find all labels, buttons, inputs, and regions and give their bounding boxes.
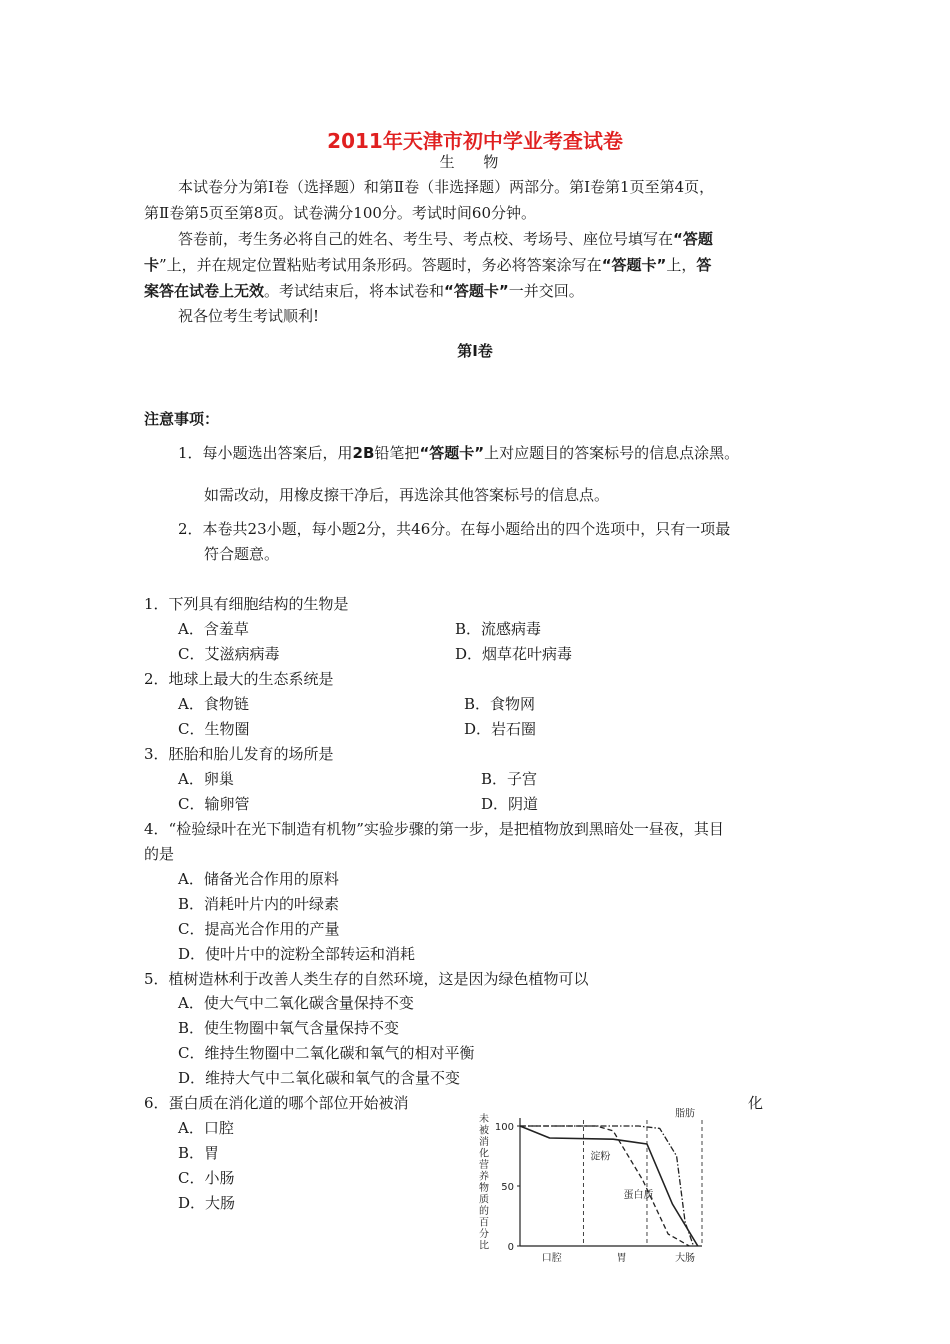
question-6-option-a[interactable]: A．口腔 <box>178 1119 234 1137</box>
intro-p2-bold-a: “答题 <box>673 230 713 248</box>
chart-series-line <box>520 1126 689 1246</box>
intro-p2-bold-f: “答题卡” <box>444 282 509 300</box>
chart-y-tick-label: 0 <box>507 1242 514 1253</box>
question-5-option-c[interactable]: C．维持生物圈中二氧化碳和氧气的相对平衡 <box>178 1044 475 1062</box>
question-1-stem: 1．下列具有细胞结构的生物是 <box>144 595 349 613</box>
chart-y-tick-label: 100 <box>494 1122 514 1133</box>
chart-ylabel-char: 质 <box>479 1194 489 1206</box>
intro-p2-text-c: 上， <box>666 256 697 274</box>
note-1-line2: 如需改动，用橡皮擦干净后，再选涂其他答案标号的信息点。 <box>204 486 610 504</box>
notes-heading: 注意事项： <box>144 410 220 428</box>
intro-p2-text-b: ”上，并在规定位置粘贴考试用条形码。答题时，务必将答案涂写在 <box>159 256 602 274</box>
chart-ylabel-char: 消 <box>479 1137 489 1148</box>
intro-p2-text-a: 答卷前，考生务必将自己的姓名、考生号、考点校、考场号、座位号填写在 <box>178 230 674 248</box>
question-1-option-b[interactable]: B．流感病毒 <box>455 620 542 638</box>
question-1-option-c[interactable]: C．艾滋病病毒 <box>178 645 280 663</box>
chart-series-line <box>520 1126 694 1246</box>
question-6-option-d[interactable]: D．大肠 <box>178 1194 236 1212</box>
question-2-option-b[interactable]: B．食物网 <box>464 695 536 713</box>
question-4-option-d[interactable]: D．使叶片中的淀粉全部转运和消耗 <box>178 945 416 963</box>
intro-p2-line1 <box>178 229 713 249</box>
chart-ylabel-char: 百 <box>479 1217 489 1229</box>
intro-p2-bold-c: “答题卡” <box>601 256 667 274</box>
note-2-line1: 2．本卷共23小题，每小题2分，共46分。在每小题给出的四个选项中，只有一项最 <box>178 520 731 538</box>
note-2-line2: 符合题意。 <box>204 545 280 563</box>
question-5-stem: 5．植树造林利于改善人类生存的自然环境，这是因为绿色植物可以 <box>144 970 589 988</box>
note-1-text-a: 1．每小题选出答案后，用 <box>178 444 353 462</box>
chart-x-categories <box>542 1251 695 1264</box>
question-1-option-a[interactable]: A．含羞草 <box>178 620 249 638</box>
note-1-text-b: 铅笔把 <box>374 444 420 462</box>
intro-p2-text-d: 。考试结束后，将本试卷和 <box>264 282 445 300</box>
question-1-option-d[interactable]: D．烟草花叶病毒 <box>455 645 573 663</box>
question-2-option-a[interactable]: A．食物链 <box>178 695 249 713</box>
question-6-option-b[interactable]: B．胃 <box>178 1144 220 1162</box>
chart-x-category-label: 大肠 <box>675 1253 696 1264</box>
intro-p2-line3 <box>144 281 584 301</box>
chart-ylabel-char: 的 <box>479 1206 489 1217</box>
intro-p3: 祝各位考生考试顺利! <box>178 307 320 325</box>
intro-p2-bold-e: 案答在试卷上无效 <box>144 282 265 300</box>
question-5-option-d[interactable]: D．维持大气中二氧化碳和氧气的含量不变 <box>178 1069 461 1087</box>
intro-p2-bold-b: 卡 <box>144 256 160 274</box>
question-5-option-a[interactable]: A．使大气中二氧化碳含量保持不变 <box>178 994 414 1012</box>
chart-x-category-label: 胃 <box>616 1253 627 1264</box>
chart-series-labels <box>590 1108 695 1201</box>
question-3-option-d[interactable]: D．阴道 <box>481 795 539 813</box>
digestion-chart <box>470 1108 740 1268</box>
question-4-stem-line2: 的是 <box>144 845 175 863</box>
chart-ylabel-char: 被 <box>479 1125 489 1137</box>
chart-y-tick-label: 50 <box>501 1182 514 1193</box>
question-5-option-b[interactable]: B．使生物圈中氧气含量保持不变 <box>178 1019 400 1037</box>
chart-series-label: 蛋白质 <box>623 1190 654 1201</box>
note-1-text-c: 上对应题目的答案标号的信息点涂黑。 <box>484 444 740 462</box>
question-2-option-d[interactable]: D．岩石圈 <box>464 720 537 738</box>
chart-series <box>520 1126 698 1246</box>
note-1-bold-b: “答题卡” <box>419 444 485 462</box>
chart-y-ticks <box>495 1122 520 1253</box>
question-2-stem: 2．地球上最大的生态系统是 <box>144 670 334 688</box>
question-6-stem: 6．蛋白质在消化道的哪个部位开始被消 <box>144 1094 409 1112</box>
question-3-stem: 3．胚胎和胎儿发育的场所是 <box>144 745 334 763</box>
intro-p2-line2 <box>144 255 711 275</box>
chart-ylabel-char: 比 <box>479 1240 489 1252</box>
question-3-option-b[interactable]: B．子宫 <box>481 770 538 788</box>
intro-p2-bold-d: 答 <box>696 256 712 274</box>
question-6-option-c[interactable]: C．小肠 <box>178 1169 235 1187</box>
chart-series-label: 淀粉 <box>590 1151 611 1163</box>
intro-p1-line1: 本试卷分为第Ⅰ卷（选择题）和第Ⅱ卷（非选择题）两部分。第Ⅰ卷第1页至第4页， <box>178 178 715 196</box>
chart-y-axis-label <box>479 1112 489 1252</box>
chart-ylabel-char: 营 <box>479 1160 489 1171</box>
chart-ylabel-char: 物 <box>479 1183 489 1194</box>
chart-ylabel-char: 化 <box>479 1148 489 1160</box>
question-4-stem-line1: 4．“检验绿叶在光下制造有机物”实验步骤的第一步，是把植物放到黑暗处一昼夜，其目 <box>144 820 724 838</box>
question-6-stem-end: 化 <box>748 1094 764 1112</box>
note-1-bold-a: 2B <box>352 444 375 462</box>
question-2-option-c[interactable]: C．生物圈 <box>178 720 250 738</box>
question-3-option-c[interactable]: C．输卵管 <box>178 795 250 813</box>
subject-title: 生 物 <box>439 153 511 171</box>
question-4-option-c[interactable]: C．提高光合作用的产量 <box>178 920 340 938</box>
question-4-option-a[interactable]: A．储备光合作用的原料 <box>178 870 339 888</box>
chart-ylabel-char: 养 <box>479 1171 489 1183</box>
note-1-line1 <box>178 443 739 463</box>
chart-series-line <box>520 1126 698 1246</box>
section-title: 第Ⅰ卷 <box>457 342 493 360</box>
question-3-option-a[interactable]: A．卵巢 <box>178 770 234 788</box>
chart-ylabel-char: 未 <box>479 1114 489 1125</box>
exam-title: 2011年天津市初中学业考查试卷 <box>327 129 623 153</box>
chart-ylabel-char: 分 <box>479 1229 489 1240</box>
intro-p2-text-e: 一并交回。 <box>508 282 584 300</box>
question-4-option-b[interactable]: B．消耗叶片内的叶绿素 <box>178 895 340 913</box>
chart-series-label: 脂肪 <box>675 1108 696 1120</box>
chart-x-category-label: 口腔 <box>541 1253 562 1264</box>
intro-p1-line2: 第Ⅱ卷第5页至第8页。试卷满分100分。考试时间60分钟。 <box>144 204 537 222</box>
